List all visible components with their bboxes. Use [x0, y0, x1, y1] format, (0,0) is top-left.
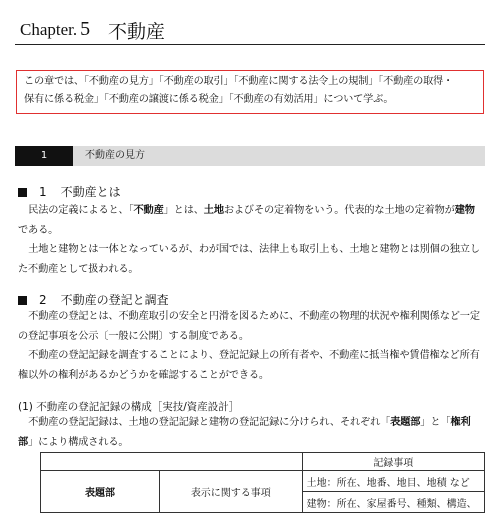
chapter-label: Chapter. 5: [20, 18, 91, 40]
paragraph: 民法の定義によると、「不動産」とは、土地およびその定着物をいう。代表的な土地の定着物が建物である。: [18, 205, 475, 236]
intro-line-1: この章では、「不動産の見方」「不動産の取引」「不動産に関する法令上の規制」「不動産の取得・: [24, 76, 454, 87]
registry-table: [40, 452, 485, 513]
square-bullet-icon: [18, 188, 27, 197]
paragraph: 不動産の登記記録を調査することにより、登記記録上の所有者や、不動産に抵当権や賃借権など所有権以外の権利があるかどうかを確認することができる。: [18, 350, 480, 381]
intro-line-2: 保有に係る税金」「不動産の譲渡に係る税金」「不動産の有効活用」について学ぶ。: [24, 94, 394, 105]
table-cell-land: 土地：所在、地番、地目、地積 など: [302, 471, 484, 492]
section-number: 1: [15, 146, 73, 166]
header-rule: [15, 44, 485, 45]
subsubsection-body: [18, 413, 483, 452]
table-row-sub: 表示に関する事項: [160, 471, 303, 513]
square-bullet-icon: [18, 296, 27, 305]
table-header: 記録事項: [302, 453, 484, 471]
intro-box: [16, 70, 484, 114]
subsection-heading-1: 1 不動産とは: [18, 183, 121, 200]
subsection-2-body: [18, 307, 483, 385]
section-bar: [15, 146, 485, 166]
table-header-blank: [41, 453, 303, 471]
chapter-header: [0, 0, 500, 50]
subsection-1-body: [18, 201, 483, 279]
table-cell-building: 建物：所在、家屋番号、種類、構造、: [302, 492, 484, 513]
paragraph: 不動産の登記とは、不動産取引の安全と円滑を図るために、不動産の物理的状況や権利関係など一定の登記事項を公示〔一般に公開〕する制度である。: [18, 311, 480, 342]
paragraph: 不動産の登記記録は、土地の登記記録と建物の登記記録に分けられ、それぞれ「表題部」と「権利部」により構成される。: [18, 417, 471, 448]
paragraph: 土地と建物とは一体となっているが、わが国では、法律上も取引上も、土地と建物とは別個の独立した不動産として扱われる。: [18, 244, 480, 275]
table-row-label: 表題部: [41, 471, 160, 513]
section-title: 不動産の見方: [85, 150, 145, 161]
subsubsection-heading: (1) 不動産の登記記録の構成［実技/資産設計］: [18, 401, 240, 413]
subsection-heading-2: 2 不動産の登記と調査: [18, 291, 169, 308]
chapter-title: 不動産: [108, 21, 166, 43]
chapter-number: 5: [80, 18, 91, 40]
